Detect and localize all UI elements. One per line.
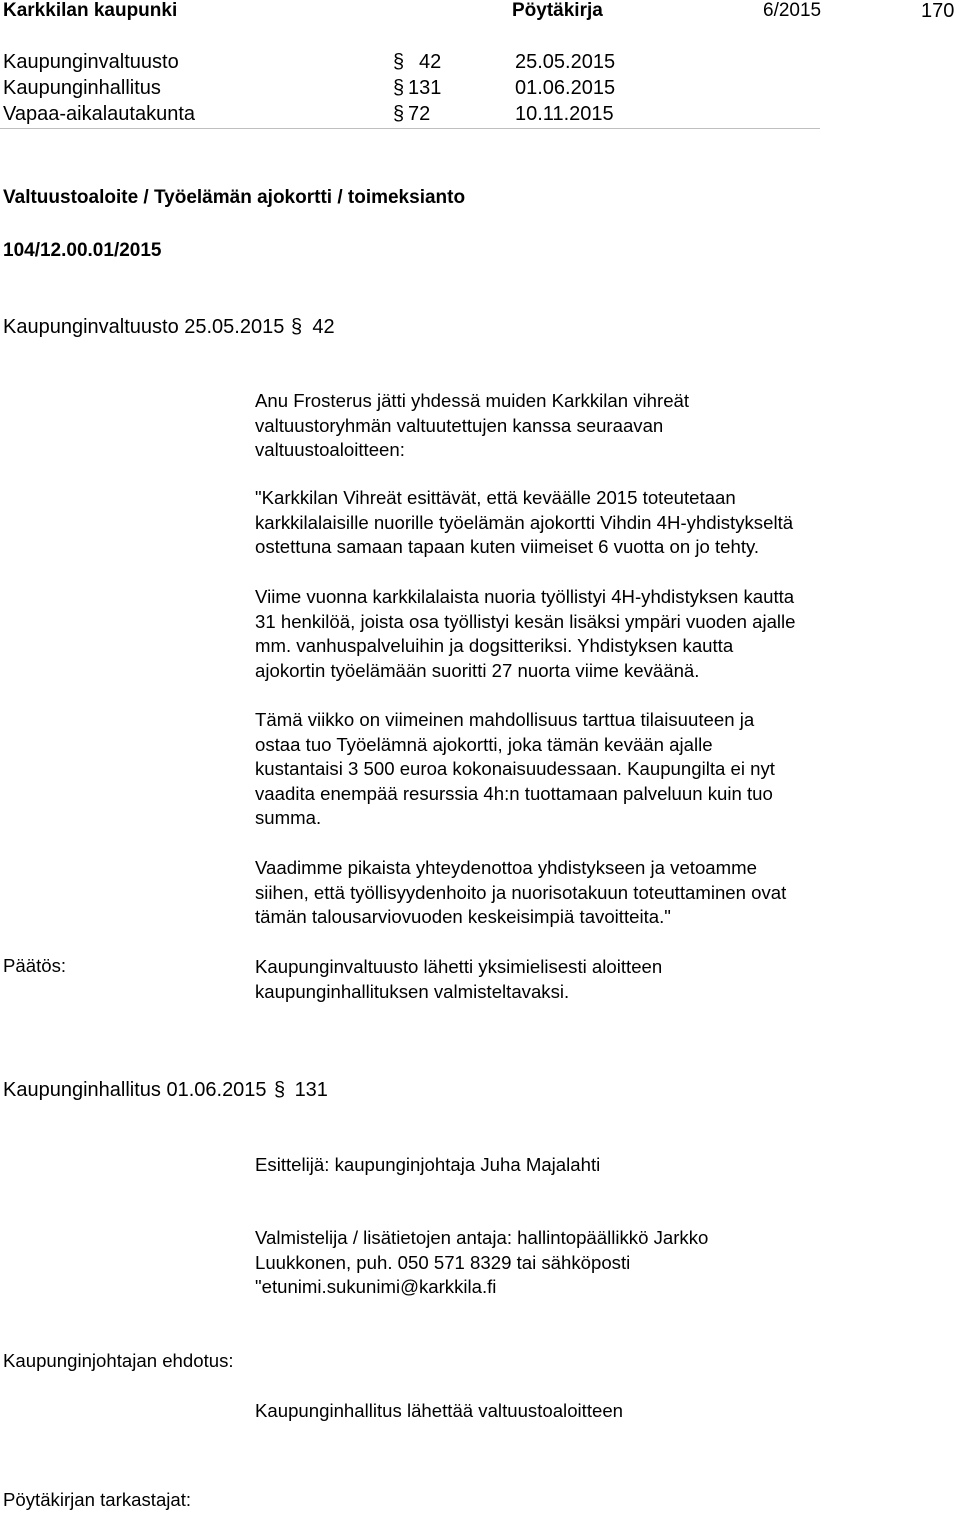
svg-text:§: §: [393, 51, 405, 71]
text-line: 31 henkilöä, joista osa työllistyi kesän lisäksi ympäri vuoden ajalle: [255, 610, 796, 632]
svg-text:§: §: [393, 77, 405, 97]
body-num: 42: [419, 51, 442, 73]
page-title: Valtuustoaloite / Työelämän ajokortti / toimeksianto: [3, 187, 466, 208]
text-line: valtuustoryhmän valtuutettujen kanssa seuraavan: [255, 414, 664, 436]
text-line: Viime vuonna karkkilalaista nuoria työllistyi 4H-yhdistyksen kautta: [255, 586, 795, 607]
body-row: [3, 77, 643, 103]
section-heading: [3, 316, 335, 339]
body-row: [3, 103, 643, 129]
svg-text:§: §: [273, 1079, 285, 1099]
text-line: Luukkonen, puh. 050 571 8329 tai sähköposti: [255, 1251, 631, 1273]
svg-text:§: §: [393, 103, 405, 123]
text-line: Esittelijä: kaupunginjohtaja Juha Majalahti: [255, 1154, 601, 1175]
text-line: Valmistelija / lisätietojen antaja: hallintopäällikkö Jarkko: [255, 1227, 709, 1248]
body-name: Kaupunginhallitus: [3, 77, 161, 99]
text-line: Anu Frosterus jätti yhdessä muiden Karkkilan vihreät: [255, 390, 690, 411]
intro-paragraph: [255, 389, 895, 463]
section-heading: [3, 1079, 328, 1102]
text-line: kustantaisi 3 500 euroa kokonaisuudessaan. Kaupungilta ei nyt: [255, 758, 775, 780]
text-line: siihen, että työllisyydenhoito ja nuorisotakuun toteuttaminen ovat: [255, 881, 787, 903]
page-number: 170: [921, 0, 955, 22]
section-heading-body: Kaupunginhallitus 01.06.2015: [3, 1079, 267, 1101]
section-heading-body: Kaupunginvaltuusto 25.05.2015: [3, 316, 285, 338]
decision-label: Päätös:: [3, 955, 67, 976]
body-date: 01.06.2015: [515, 77, 616, 99]
body-date: 10.11.2015: [515, 103, 614, 125]
section-icon: [290, 316, 306, 336]
presenter-text: [255, 1153, 895, 1178]
issue-number: 6/2015: [763, 0, 822, 21]
svg-text:§: §: [291, 316, 303, 336]
quote-paragraph: [255, 856, 895, 930]
text-line: tämän talousarviovuoden keskeisimpiä tavoitteita.": [255, 906, 671, 928]
decision-text: [255, 955, 895, 1004]
text-line: summa.: [255, 807, 322, 829]
section-icon: [273, 1079, 289, 1099]
text-line: valtuustoaloitteen:: [255, 439, 405, 461]
body-name: Kaupunginvaltuusto: [3, 51, 179, 73]
text-line: Vaadimme pikaista yhteydenottoa yhdistykseen ja vetoamme: [255, 857, 757, 878]
org-name: Karkkilan kaupunki: [3, 0, 178, 21]
body-row: [3, 51, 643, 77]
text-line: "etunimi.sukunimi@karkkila.fi: [255, 1276, 497, 1298]
proposal-text: [255, 1399, 895, 1424]
text-line: Tämä viikko on viimeinen mahdollisuus tarttua tilaisuuteen ja: [255, 709, 755, 730]
body-num: 72: [408, 103, 431, 125]
record-id: 104/12.00.01/2015: [3, 240, 162, 261]
text-line: vaadita enempää resurssia 4h:n tuottamaan palveluun kuin tuo: [255, 782, 773, 804]
text-line: Kaupunginvaltuusto lähetti yksimielisesti aloitteen: [255, 956, 663, 977]
text-line: ajokortin työelämään suoritti 27 nuorta viime keväänä.: [255, 659, 700, 681]
text-line: "Karkkilan Vihreät esittävät, että keväälle 2015 toteutetaan: [255, 487, 736, 508]
quote-paragraph: [255, 486, 895, 560]
text-line: ostaa tuo Työelämnä ajokortti, joka tämän kevään ajalle: [255, 733, 713, 755]
text-line: ostettuna samaan tapaan kuten viimeiset 6 vuotta on jo tehty.: [255, 536, 760, 558]
text-line: mm. vanhuspalveluihin ja dogsitteriksi. Yhdistyksen kautta: [255, 635, 734, 657]
body-name: Vapaa-aikalautakunta: [3, 103, 195, 125]
header-divider: [0, 128, 820, 129]
section-heading-num: 42: [312, 316, 335, 338]
reviewers-label: Pöytäkirjan tarkastajat:: [3, 1489, 192, 1510]
text-line: kaupunginhallituksen valmisteltavaksi.: [255, 980, 570, 1002]
quote-paragraph: [255, 585, 895, 683]
section-icon: [386, 51, 414, 74]
quote-paragraph: [255, 708, 895, 831]
preparer-text: [255, 1226, 895, 1300]
body-date: 25.05.2015: [515, 51, 616, 73]
body-num: 131: [408, 77, 442, 99]
doc-type: Pöytäkirja: [512, 0, 603, 21]
text-line: karkkilalaisille nuorille työelämän ajokortti Vihdin 4H-yhdistykseltä: [255, 511, 794, 533]
text-line: Kaupunginhallitus lähettää valtuustoaloitteen: [255, 1400, 624, 1421]
section-heading-num: 131: [294, 1079, 328, 1101]
proposal-label: Kaupunginjohtajan ehdotus:: [3, 1350, 234, 1371]
